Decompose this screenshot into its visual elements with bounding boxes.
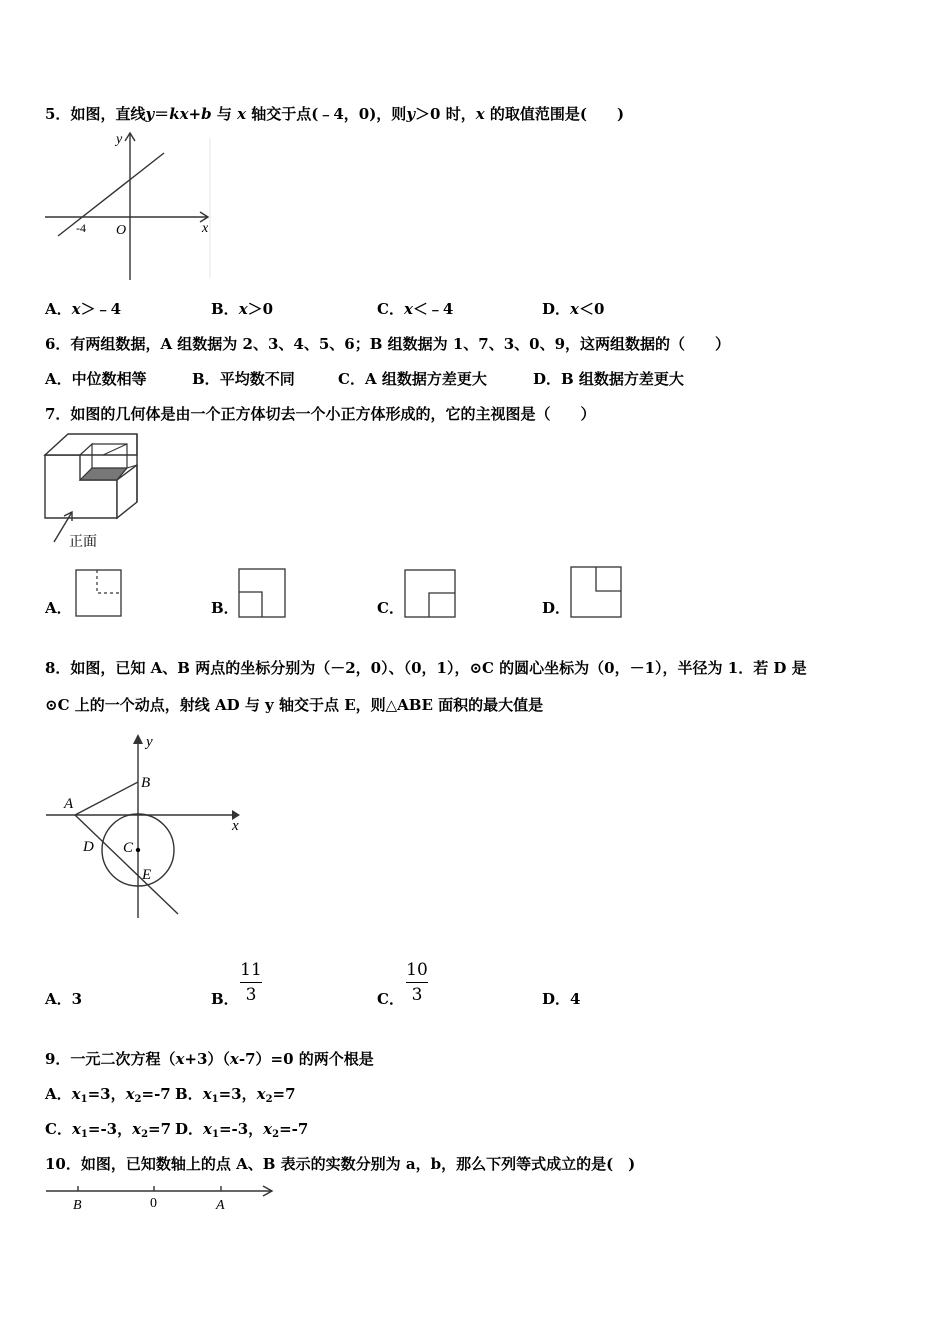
q7-option-c[interactable]: C．: [377, 599, 404, 617]
q8-label-a: A: [64, 796, 74, 812]
q5-x-label: x: [202, 221, 209, 236]
q7-option-b-figure[interactable]: [238, 568, 287, 619]
q7-option-d[interactable]: D．: [542, 599, 571, 617]
q5-tick-label: -4: [76, 221, 86, 235]
q9-option-a[interactable]: A．$x_1=3$，$x_2=-7$: [45, 1085, 171, 1105]
q7-cube-figure: [42, 430, 152, 550]
q5-option-a[interactable]: A．x＞﹣4: [45, 300, 122, 318]
q10-label-b: B: [73, 1198, 82, 1213]
q5-option-b[interactable]: B．x＞0: [211, 300, 274, 318]
q5-y-label: y: [116, 132, 123, 147]
q9-option-c[interactable]: C．$x_1=-3$，$x_2=7$: [45, 1120, 172, 1140]
q6-option-c[interactable]: C．A 组数据方差更大: [338, 370, 487, 388]
q8-option-b-fraction[interactable]: 11 3: [240, 960, 262, 1005]
q7-option-b[interactable]: B．: [211, 599, 239, 617]
q6-option-a[interactable]: A．中位数相等: [45, 370, 147, 388]
q5-option-c[interactable]: C．x＜﹣4: [377, 300, 454, 318]
q8-option-c-fraction[interactable]: 10 3: [406, 960, 428, 1005]
q5-stem: 5．如图，直线y＝kx+b 与 x 轴交于点(﹣4，0)，则y＞0 时，x 的取值范围是( ): [45, 105, 625, 123]
q9-option-b[interactable]: B．$x_1=3$，$x_2=7$: [175, 1085, 296, 1105]
q8-y-label: y: [146, 734, 153, 750]
q8-label-b: B: [141, 775, 151, 791]
q6-option-d[interactable]: D．B 组数据方差更大: [533, 370, 684, 388]
q6-stem: 6．有两组数据，A 组数据为 2、3、4、5、6；B 组数据为 1、7、3、0、9，这两组数据的（ ）: [45, 335, 731, 353]
q5-origin-label: O: [116, 223, 127, 238]
q8-stem-line2: ⊙C 上的一个动点，射线 AD 与 y 轴交于点 E，则△ABE 面积的最大值是: [45, 696, 544, 714]
q5-line-graph: [40, 128, 220, 283]
q8-option-c[interactable]: C．: [377, 990, 404, 1008]
q8-x-label: x: [232, 818, 239, 834]
q7-option-a[interactable]: A．: [45, 599, 72, 617]
q7-front-label: 正面: [69, 535, 97, 550]
q8-stem-line1: 8．如图，已知 A、B 两点的坐标分别为（－2，0）、（0，1），⊙C 的圆心坐标为（0，－1），半径为 1．若 D 是: [45, 659, 807, 677]
q10-label-a: A: [216, 1198, 225, 1213]
q10-number-line: [44, 1180, 279, 1216]
q8-label-d: D: [83, 839, 94, 855]
q8-option-d[interactable]: D．4: [542, 990, 581, 1008]
q6-option-b[interactable]: B．平均数不同: [192, 370, 295, 388]
q7-stem: 7．如图的几何体是由一个正方体切去一个小正方体形成的，它的主视图是（ ）: [45, 405, 596, 423]
q8-label-e: E: [142, 867, 152, 883]
q9-stem: 9．一元二次方程（x+3）（x-7）=0 的两个根是: [45, 1050, 374, 1068]
q9-option-d[interactable]: D．$x_1=-3$，$x_2=-7$: [175, 1120, 309, 1140]
q8-option-b[interactable]: B．: [211, 990, 239, 1008]
q8-circle-graph: [40, 730, 260, 925]
q10-stem: 10．如图，已知数轴上的点 A、B 表示的实数分别为 a，b，那么下列等式成立的是( ): [45, 1155, 636, 1173]
q7-option-c-figure[interactable]: [404, 569, 457, 619]
q7-option-a-figure[interactable]: [75, 569, 123, 619]
q10-label-zero: 0: [150, 1196, 157, 1211]
q8-label-c: C: [123, 840, 134, 856]
q8-option-a[interactable]: A．3: [45, 990, 83, 1008]
q7-option-d-figure[interactable]: [570, 566, 623, 619]
q5-option-d[interactable]: D．x＜0: [542, 300, 605, 318]
